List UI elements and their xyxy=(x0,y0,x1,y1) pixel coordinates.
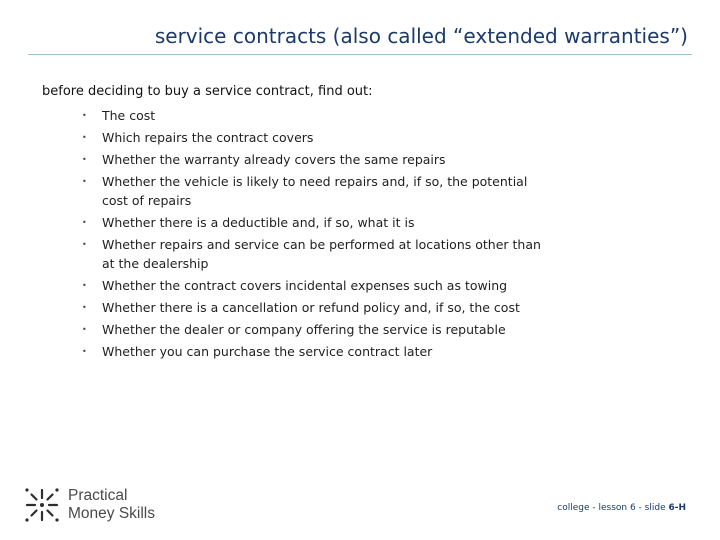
slide-title: service contracts (also called “extended warranties”) xyxy=(154,24,688,48)
bullet-icon: • xyxy=(82,133,87,142)
list-item-text: Whether the contract covers incidental expenses such as towing xyxy=(102,278,508,293)
intro-text: before deciding to buy a service contract, find out: xyxy=(42,84,373,99)
checklist xyxy=(82,106,602,364)
list-item-text: Whether the warranty already covers the same repairs xyxy=(102,152,446,167)
list-item-text-continued: cost of repairs xyxy=(102,193,192,208)
bullet-icon: • xyxy=(82,177,87,186)
bullet-icon: • xyxy=(82,240,87,249)
list-item-text: Whether there is a deductible and, if so, what it is xyxy=(102,215,415,230)
list-item-text: The cost xyxy=(102,108,156,123)
logo-line-1: Practical xyxy=(68,487,128,504)
list-item xyxy=(82,235,602,273)
list-item-text: Whether the vehicle is likely to need repairs and, if so, the potential xyxy=(102,174,528,189)
logo-text xyxy=(68,487,155,523)
list-item-text: Which repairs the contract covers xyxy=(102,130,314,145)
list-item xyxy=(82,213,602,232)
list-item-text-continued: at the dealership xyxy=(102,256,209,271)
list-item xyxy=(82,298,602,317)
list-item-text: Whether the dealer or company offering the service is reputable xyxy=(102,322,506,337)
list-item xyxy=(82,276,602,295)
list-item xyxy=(82,320,602,339)
title-divider xyxy=(28,54,692,55)
list-item xyxy=(82,172,602,210)
bullet-icon: • xyxy=(82,303,87,312)
logo xyxy=(24,487,155,523)
bullet-icon: • xyxy=(82,218,87,227)
list-item xyxy=(82,128,602,147)
list-item xyxy=(82,106,602,125)
list-item-text: Whether you can purchase the service contract later xyxy=(102,344,433,359)
slide-number: 6-H xyxy=(668,503,686,513)
list-item xyxy=(82,150,602,169)
footer-text: college - lesson 6 - slide xyxy=(557,503,669,513)
sparkle-icon xyxy=(24,487,60,523)
bullet-icon: • xyxy=(82,155,87,164)
list-item xyxy=(82,342,602,361)
bullet-icon: • xyxy=(82,111,87,120)
slide-footer xyxy=(557,503,686,513)
logo-line-2: Money Skills xyxy=(68,505,155,522)
bullet-icon: • xyxy=(82,325,87,334)
bullet-icon: • xyxy=(82,347,87,356)
bullet-icon: • xyxy=(82,281,87,290)
list-item-text: Whether repairs and service can be performed at locations other than xyxy=(102,237,541,252)
list-item-text: Whether there is a cancellation or refund policy and, if so, the cost xyxy=(102,300,520,315)
